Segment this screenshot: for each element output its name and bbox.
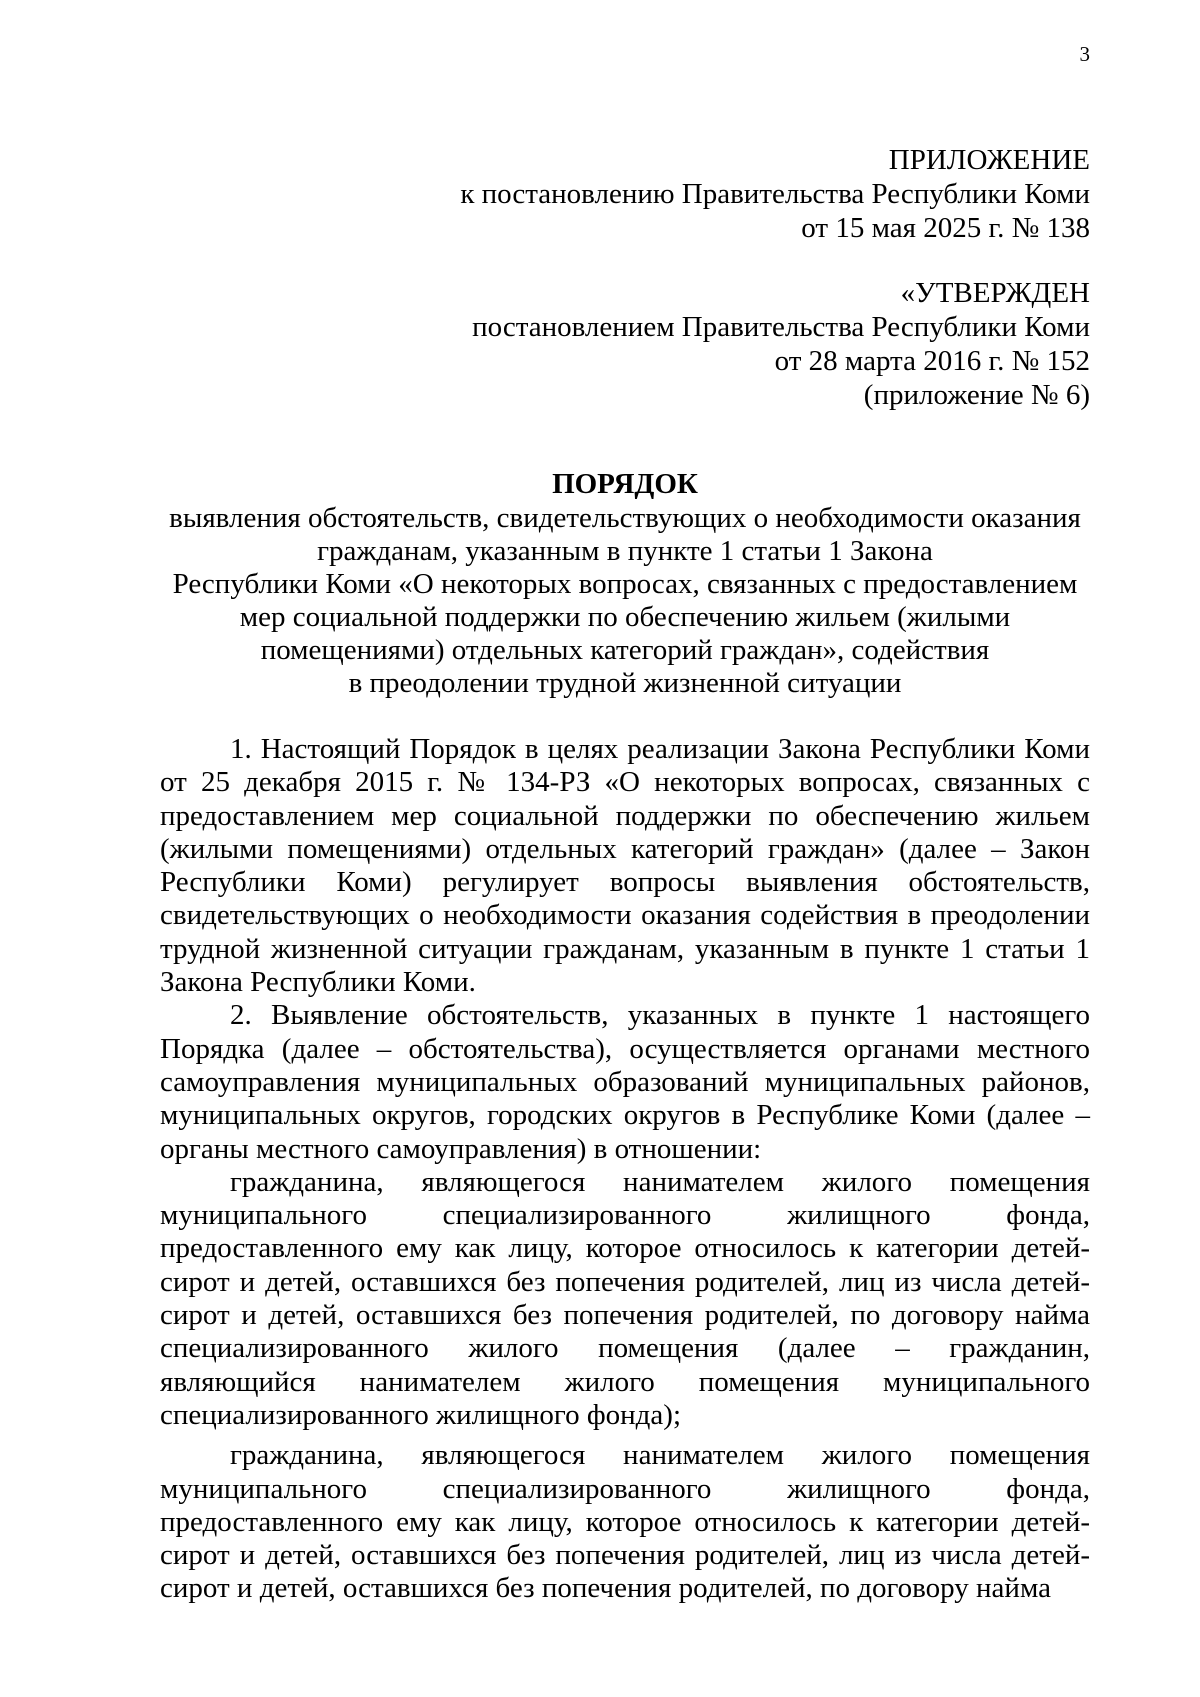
subtitle-line: мер социальной поддержки по обеспечению жильем (жилыми [239, 601, 1011, 633]
approved-reference: постановлением Правительства Республики Коми [472, 311, 1090, 343]
approved-heading: «УТВЕРЖДЕН [900, 277, 1090, 309]
paragraph-2: 2. Выявление обстоятельств, указанных в пункте 1 настоящего Порядка (далее – обстоятельства), осуществляется органами местного самоуправления муниципальных образований муниципальных районов, муниципальных округов, городских округов в Республике Коми (далее – органы местного самоуправления) в отношении: [160, 999, 1090, 1165]
appendix-reference: к постановлению Правительства Республики Коми [460, 178, 1090, 210]
paragraph-3: гражданина, являющегося нанимателем жилого помещения муниципального специализированного жилищного фонда, предоставленного ему как лицу, которое относилось к категории детей-сирот и детей, оставшихся без попечения родителей, лиц из числа детей-сирот и детей, оставшихся без попечения родителей, по договору найма специализированного жилого помещения (далее – гражданин, являющийся нанимателем жилого помещения муниципального специализированного жилищного фонда); [160, 1165, 1090, 1431]
document-title: ПОРЯДОК [552, 468, 698, 500]
paragraph-1: 1. Настоящий Порядок в целях реализации Закона Республики Коми от 25 декабря 2015 г. № 134-РЗ «О некоторых вопросах, связанных с предоставлением мер социальной поддержки по обеспечению жильем (жилыми помещениями) отдельных категорий граждан» (далее – Закон Республики Коми) регулирует вопросы выявления обстоятельств, свидетельствующих о необходимости оказания содействия в преодолении трудной жизненной ситуации гражданам, указанным в пункте 1 статьи 1 Закона Республики Коми. [160, 733, 1090, 999]
approved-date: от 28 марта 2016 г. № 152 [774, 345, 1090, 377]
approved-appendix-number: (приложение № 6) [863, 379, 1090, 411]
subtitle-line: в преодолении трудной жизненной ситуации [348, 667, 902, 699]
paragraph-4: гражданина, являющегося нанимателем жилого помещения муниципального специализированного жилищного фонда, предоставленного ему как лицу, которое относилось к категории детей-сирот и детей, оставшихся без попечения родителей, лиц из числа детей-сирот и детей, оставшихся без попечения родителей, по договору найма [160, 1439, 1090, 1605]
subtitle-line: помещениями) отдельных категорий граждан», содействия [260, 634, 990, 666]
appendix-date: от 15 мая 2025 г. № 138 [801, 212, 1090, 244]
document-title-block [160, 468, 1090, 700]
subtitle-line: выявления обстоятельств, свидетельствующих о необходимости оказания [169, 502, 1081, 534]
page-number: 3 [1079, 42, 1090, 66]
approved-block [472, 276, 1090, 412]
subtitle-line: Республики Коми «О некоторых вопросах, связанных с предоставлением [172, 568, 1078, 600]
document-body [160, 733, 1090, 1606]
subtitle-line: гражданам, указанным в пункте 1 статьи 1 Закона [317, 535, 933, 567]
appendix-block [460, 143, 1090, 245]
appendix-heading: ПРИЛОЖЕНИЕ [888, 144, 1090, 176]
document-subtitle [160, 502, 1090, 700]
